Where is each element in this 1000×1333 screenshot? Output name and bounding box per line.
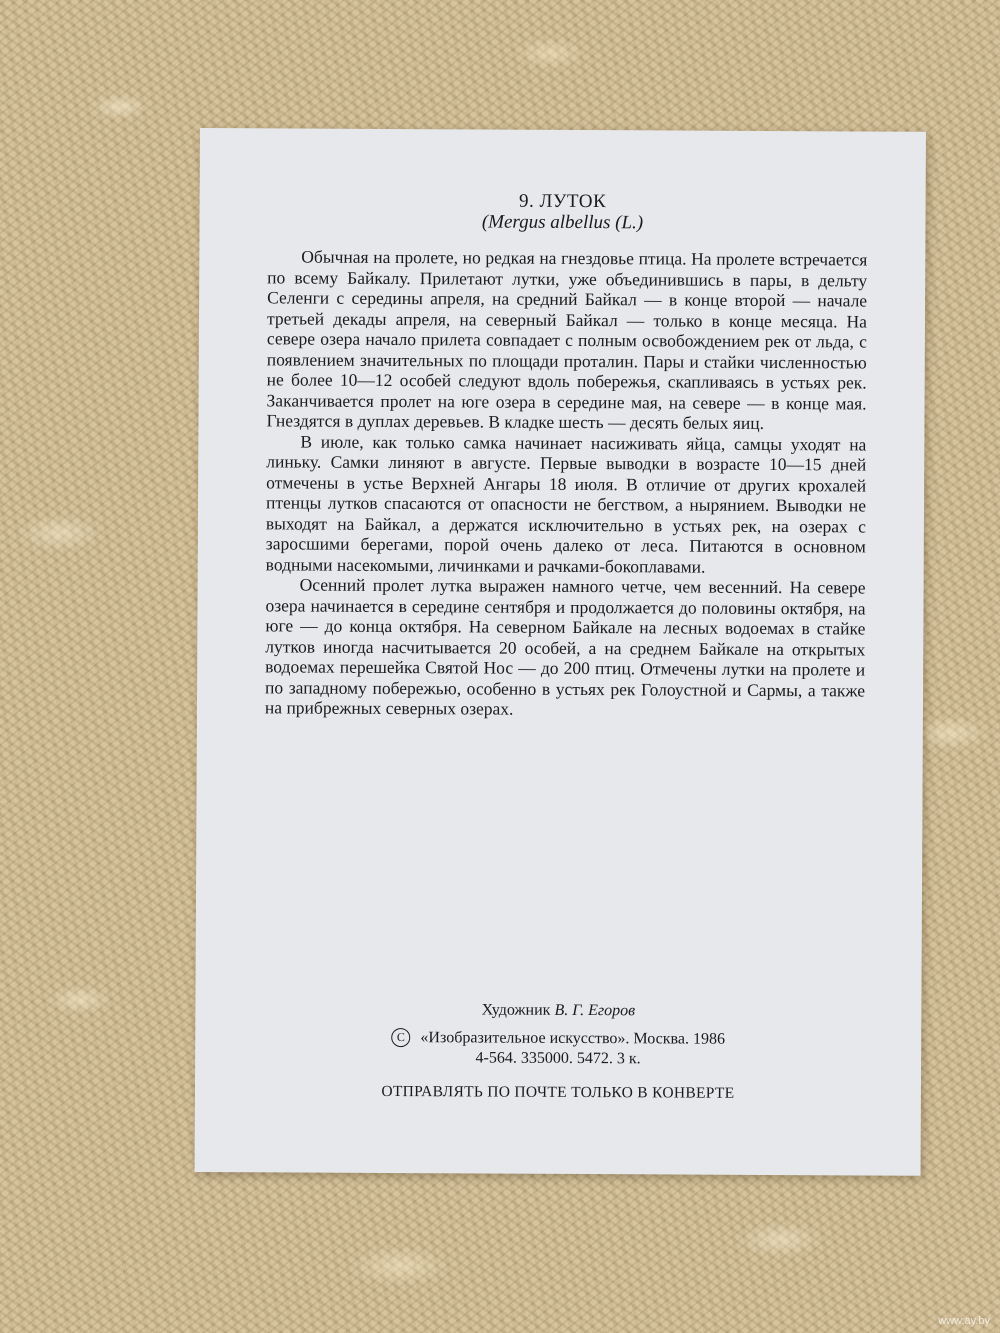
copyright-icon: C [391,1028,410,1047]
postcard-back [195,128,926,1176]
paragraph-spring-migration: Обычная на пролете, но редкая на гнездовье птица. На пролете встречается по всему Байкалу. Прилетают лутки, уже объединившись в пары, в дельту Селенги с середины апреля, на средний Байкал — в конце второй — начале третьей декады апреля, на северный Байкал — только в конце месяца. На севере озера начало прилета совпадает с полным освобождением рек от льда, с появлением значительных по площади проталин. Пары и стайки численностью не более 10—12 особей следуют вдоль побережья, скапливаясь в устьях рек. Заканчивается пролет на юге озера в середине мая, на севере — в конце мая. Гнездятся в дуплах деревьев. В кладке шесть — десять белых яиц. [266,246,868,433]
site-watermark: www.ay.by [938,1315,990,1327]
paragraph-autumn-migration: Осенний пролет лутка выражен намного четче, чем весенний. На севере озера начинается в середине сентября и продолжается до половины октября, на юге — до конца октября. На северном Байкале на лесных водоемах в стайке лутков иногда насчитывается 20 особей, а на среднем Байкале на открытых водоемах перешейка Святой Нос — до 200 птиц. Отмечены лутки на пролете и по западному побережью, особенно в устьях рек Голоустной и Сармы, а также на прибрежных северных озерах. [264,574,866,719]
postal-notice: ОТПРАВЛЯТЬ ПО ПОЧТЕ ТОЛЬКО В КОНВЕРТЕ [381,1082,735,1102]
artist-label: Художник [481,1001,551,1019]
description-text [265,246,867,721]
artist-credit [195,998,921,1023]
latin-name: (Mergus albellus (L.) [481,211,644,234]
paragraph-summer-molt: В июле, как только самка начинает насиживать яйца, самцы уходят на линьку. Самки линяют в августе. Первые выводки в возрасте 10—15 дней отмечены в устье Верхней Ангары 18 июля. В отличие от других крохалей птенцы лутков спасаются от опасности не бегством, а нырянием. Выводки не выходят на Байкал, а держатся исключительно в устьях рек, на озерах с заросшими берегами, порой очень далеко от леса. Питаются в основном водными насекомыми, личинками и рачками-бокоплавами. [265,431,867,577]
artist-name: В. Г. Егоров [554,1001,636,1020]
print-codes: 4-564. 335000. 5472. 3 к. [475,1049,641,1068]
species-title: 9. ЛУТОК [519,190,607,213]
publisher-text: «Изобразительное искусство». Москва. 1986 [420,1029,726,1048]
